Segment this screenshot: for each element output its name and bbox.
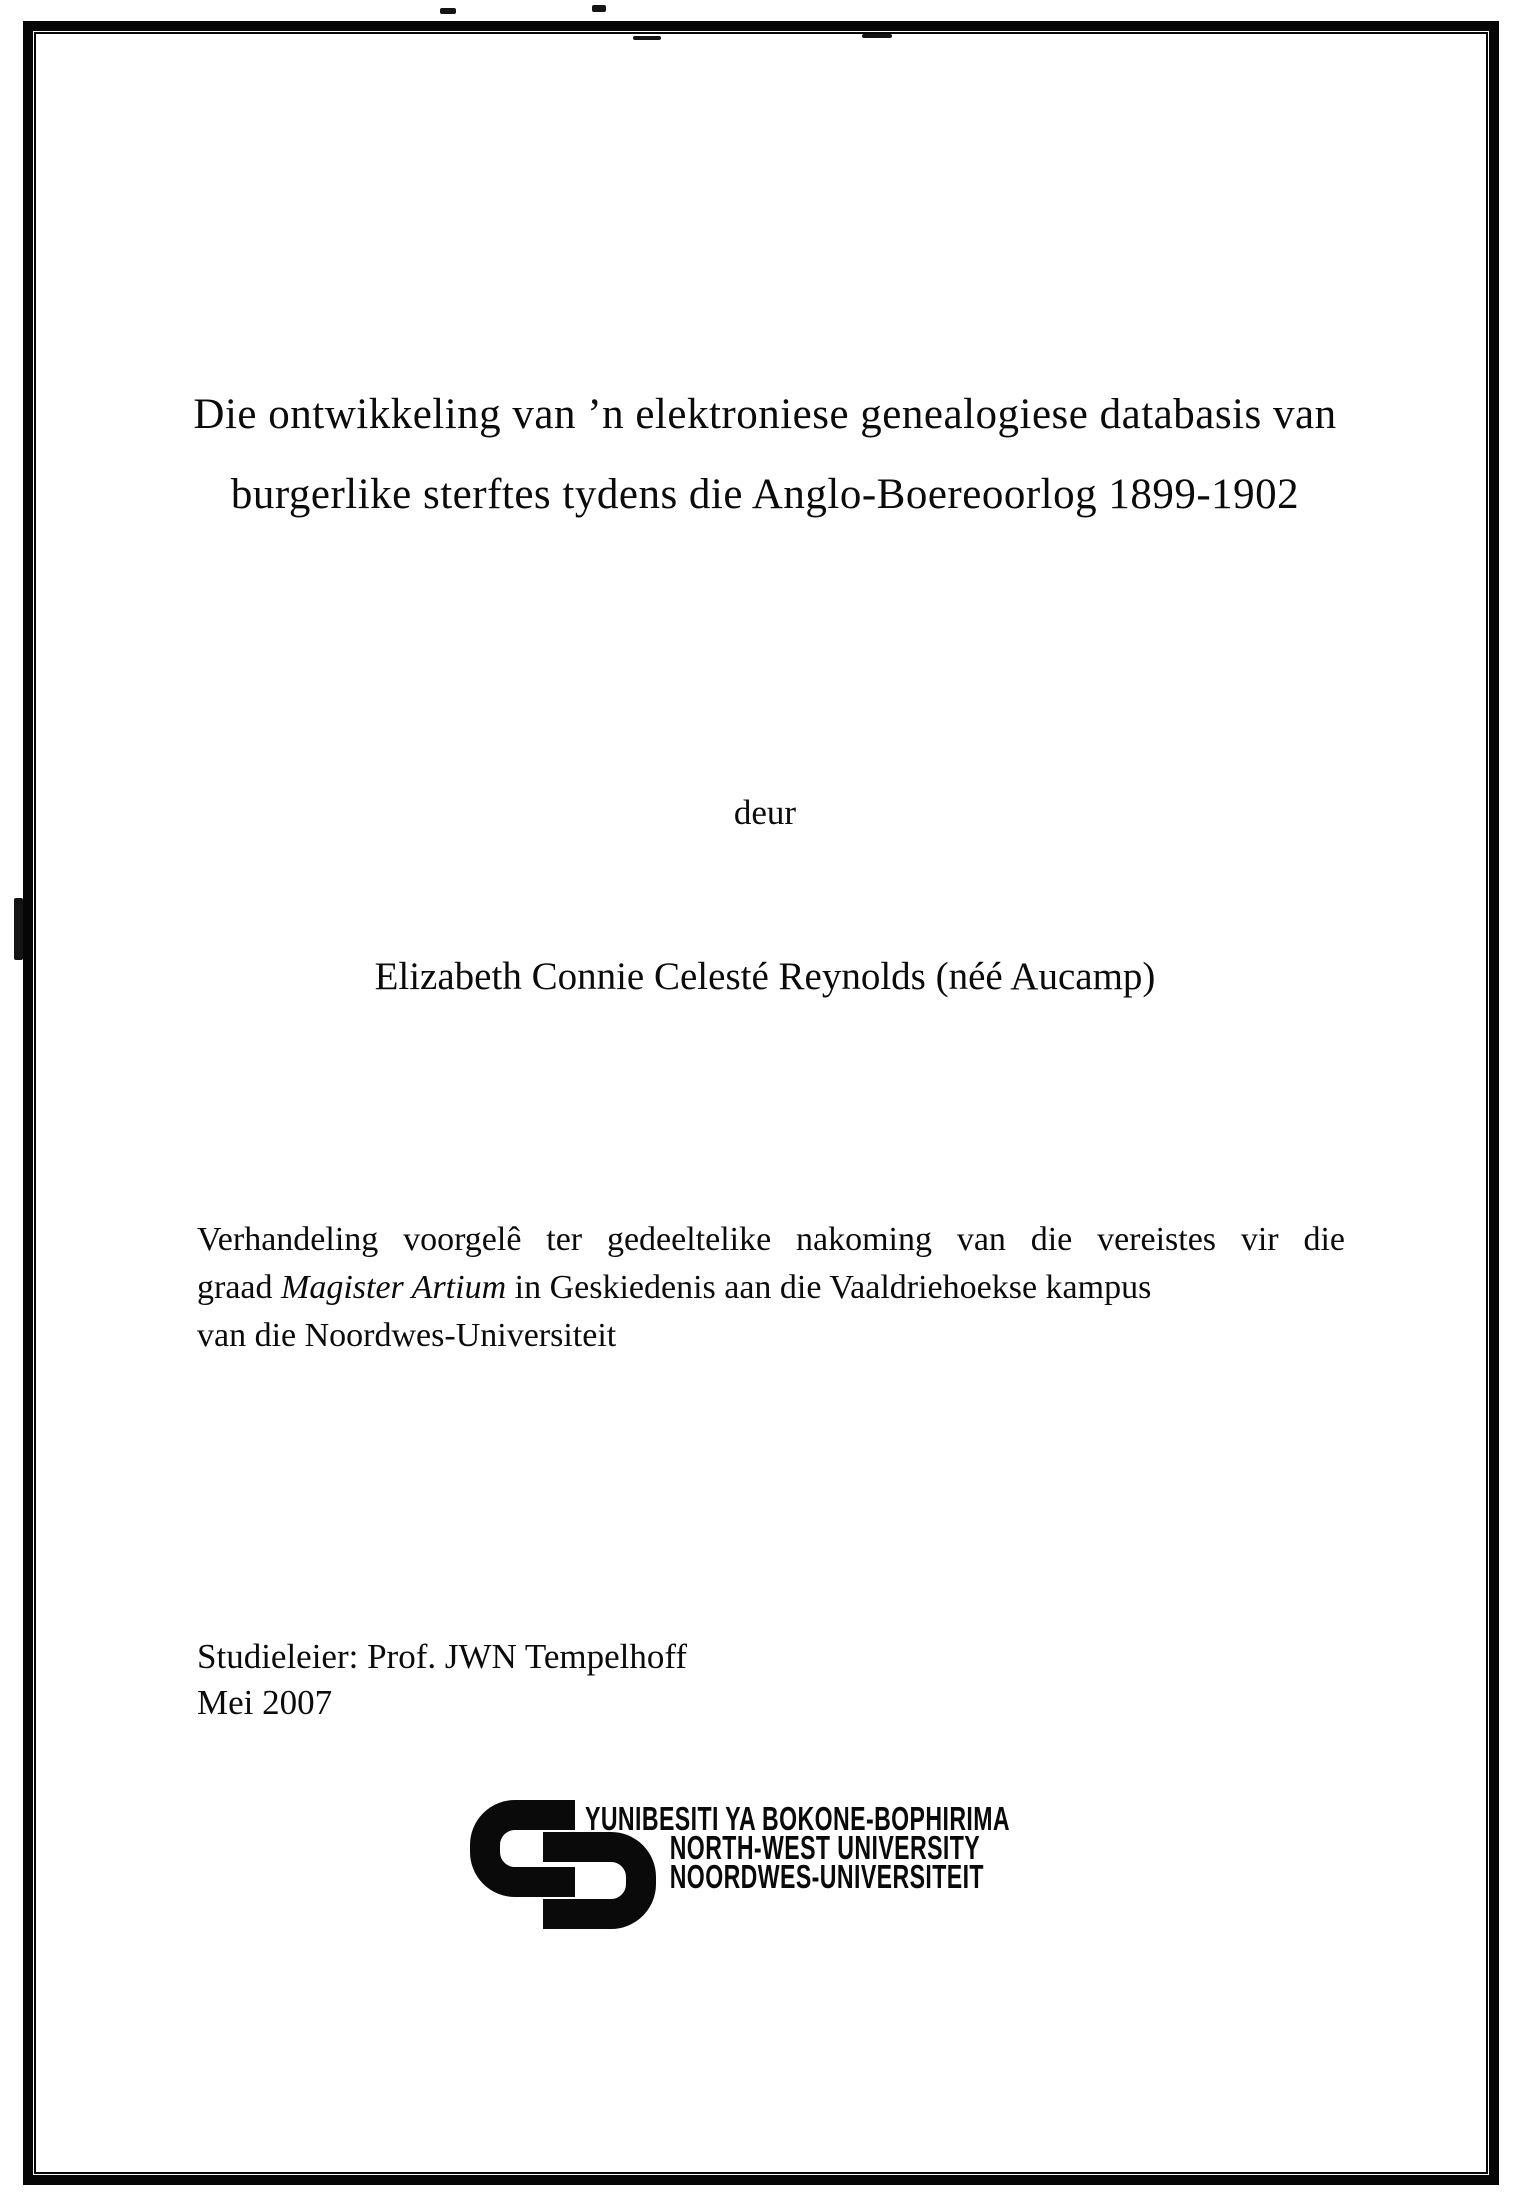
thesis-title <box>190 375 1340 535</box>
supervisor-block <box>197 1634 687 1726</box>
university-logo <box>463 1797 1083 1937</box>
thesis-title-line1: Die ontwikkeling van ’n elektroniese genealogiese databasis van <box>193 391 1337 438</box>
thesis-title-line2: burgerlike sterftes tydens die Anglo-Boereoorlog 1899-1902 <box>230 471 1300 518</box>
logo-text-english: NORTH-WEST UNIVERSITY <box>669 1829 981 1866</box>
degree-statement-line2-post: in Geskiedenis aan die Vaaldriehoekse kampus <box>506 1269 1152 1306</box>
scan-artifact <box>14 898 23 960</box>
byline-label: deur <box>733 793 797 832</box>
scan-artifact <box>440 8 456 14</box>
degree-name-italic: Magister Artium <box>281 1269 507 1306</box>
degree-statement-line2-pre: graad <box>197 1269 282 1306</box>
supervisor-line: Studieleier: Prof. JWN Tempelhoff <box>197 1637 688 1676</box>
degree-statement-line1: Verhandeling voorgelê ter gedeeltelike nakoming van die vereistes vir die <box>197 1221 1345 1258</box>
scan-artifact <box>862 34 892 38</box>
scan-artifact <box>633 36 661 40</box>
author-name: Elizabeth Connie Celesté Reynolds (néé Aucamp) <box>374 955 1156 998</box>
degree-statement <box>197 1216 1345 1360</box>
scan-artifact <box>592 5 606 12</box>
degree-statement-line2 <box>197 1264 1345 1312</box>
university-logo-text <box>585 1800 1011 1895</box>
logo-text-afrikaans: NOORDWES-UNIVERSITEIT <box>669 1858 984 1895</box>
logo-text-setswana: YUNIBESITI YA BOKONE-BOPHIRIMA <box>585 1800 1011 1837</box>
date-line: Mei 2007 <box>197 1683 333 1722</box>
degree-statement-line3: van die Noordwes-Universiteit <box>197 1317 617 1354</box>
